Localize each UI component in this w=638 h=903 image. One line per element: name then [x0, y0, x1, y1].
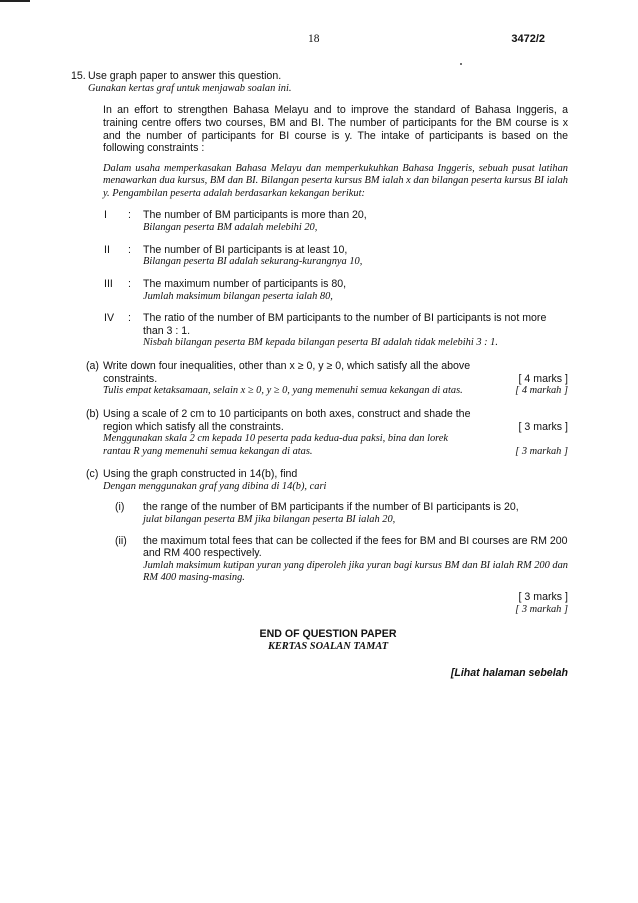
marks-ms: [ 3 markah ]: [515, 603, 568, 615]
sub-label: (i): [115, 501, 125, 514]
marks-en: [ 3 marks ]: [518, 590, 568, 603]
constraint-colon: :: [128, 277, 131, 290]
intro-ms: Dalam usaha memperkasakan Bahasa Melayu dan memperkukuhkan Bahasa Inggeris, sebuah pusat latihan menawarkan dua kursus, BM dan BI. Bilangan peserta kursus BM ialah x dan bilangan peserta kursus BI ialah y. Pengambilan peserta adalah berdasarkan kekangan berikut:: [103, 163, 568, 199]
sub-ms: julat bilangan peserta BM jika bilangan peserta BI ialah 20,: [143, 514, 396, 526]
constraint-numeral: IV: [104, 312, 115, 325]
constraint-ii: [88, 244, 568, 269]
constraint-ms: Bilangan peserta BM adalah melebihi 20,: [143, 222, 318, 234]
constraint-en: The ratio of the number of BM participants to the number of BI participants is not more than 3 : 1.: [143, 312, 547, 337]
part-a: [88, 360, 568, 398]
constraint-i: [88, 209, 568, 234]
constraint-colon: :: [128, 209, 131, 222]
part-a-ms-row: [103, 385, 568, 397]
sub-label: (ii): [115, 534, 127, 547]
part-c-ms: Dengan menggunakan graf yang dibina di 14(b), cari: [103, 480, 327, 492]
sub-part-i: [103, 501, 568, 526]
constraint-iv: [88, 312, 568, 350]
constraint-en: The number of BM participants is more than 20,: [143, 209, 367, 222]
constraint-ms: Bilangan peserta BI adalah sekurang-kurangnya 10,: [143, 256, 363, 268]
part-label: (c): [86, 468, 99, 481]
part-label: (a): [86, 359, 99, 372]
constraint-numeral: II: [104, 243, 110, 256]
marks-ms: [ 3 markah ]: [515, 445, 568, 457]
part-label: (b): [86, 407, 99, 420]
page-number: 18: [308, 33, 320, 45]
end-en: END OF QUESTION PAPER: [259, 628, 397, 641]
constraint-en: The maximum number of participants is 80,: [143, 277, 347, 290]
intro-en: In an effort to strengthen Bahasa Melayu and to improve the standard of Bahasa Inggeris, a training centre offers two courses, BM and BI. The number of participants for the BM course is x and the number of participants for BI course is y. The intake of participants is based on the following constraints :: [103, 104, 568, 155]
scan-speck: [460, 63, 462, 65]
constraint-en: The number of BI participants is at least 10,: [143, 243, 348, 256]
part-b-ms: Menggunakan skala 2 cm kepada 10 peserta pada kedua-dua paksi, bina dan lorek rantau R yang memenuhi semua kekangan di atas.: [103, 433, 449, 457]
part-a-en: Write down four inequalities, other than x ≥ 0, y ≥ 0, which satisfy all the above constraints.: [103, 359, 471, 385]
part-b-en: Using a scale of 2 cm to 10 participants on both axes, construct and shade the region which satisfy all the constraints.: [103, 407, 471, 433]
constraint-colon: :: [128, 243, 131, 256]
question-number: 15.: [71, 70, 86, 82]
constraint-iii: [88, 278, 568, 303]
sub-en: the range of the number of BM participants if the number of BI participants is 20,: [143, 501, 519, 514]
turn-over-note: [Lihat halaman sebelah: [450, 667, 568, 680]
marks-en: [ 3 marks ]: [518, 420, 568, 433]
part-c: [88, 468, 568, 616]
paper-code: 3472/2: [511, 33, 545, 45]
part-b-ms-row: [103, 433, 568, 458]
instruction-en: Use graph paper to answer this question.: [88, 70, 282, 82]
constraint-numeral: III: [104, 277, 113, 290]
constraint-numeral: I: [104, 209, 107, 222]
part-a-ms: Tulis empat ketaksamaan, selain x ≥ 0, y ≥ 0, yang memenuhi semua kekangan di atas.: [103, 385, 463, 397]
end-ms: KERTAS SOALAN TAMAT: [267, 640, 389, 652]
constraint-ms: Jumlah maksimum bilangan peserta ialah 80,: [143, 290, 333, 302]
constraint-ms: Nisbah bilangan peserta BM kepada bilangan peserta BI adalah tidak melebihi 3 : 1.: [143, 337, 498, 349]
spacer: [103, 155, 568, 163]
sub-en: the maximum total fees that can be collected if the fees for BM and BI courses are RM 200 and RM 400 respectively.: [143, 534, 568, 560]
part-b-en-row: [103, 408, 568, 433]
instruction-ms: Gunakan kertas graf untuk menjawab soalan ini.: [88, 82, 292, 94]
marks-en: [ 4 marks ]: [518, 372, 568, 385]
intro-block: [88, 104, 568, 200]
question-15: [71, 70, 568, 680]
corner-scan-line: [0, 0, 30, 2]
part-a-en-row: [103, 360, 568, 385]
sub-ms: Jumlah maksimum kutipan yuran yang diperoleh jika yuran bagi kursus BM dan BI ialah RM 200 dan RM 400 masing-masing.: [143, 559, 568, 584]
marks-ms: [ 4 markah ]: [515, 385, 568, 397]
constraint-colon: :: [128, 312, 131, 325]
part-b: [88, 408, 568, 458]
end-of-paper: [88, 628, 568, 653]
part-c-en: Using the graph constructed in 14(b), find: [103, 468, 298, 481]
sub-part-ii: [103, 535, 568, 585]
